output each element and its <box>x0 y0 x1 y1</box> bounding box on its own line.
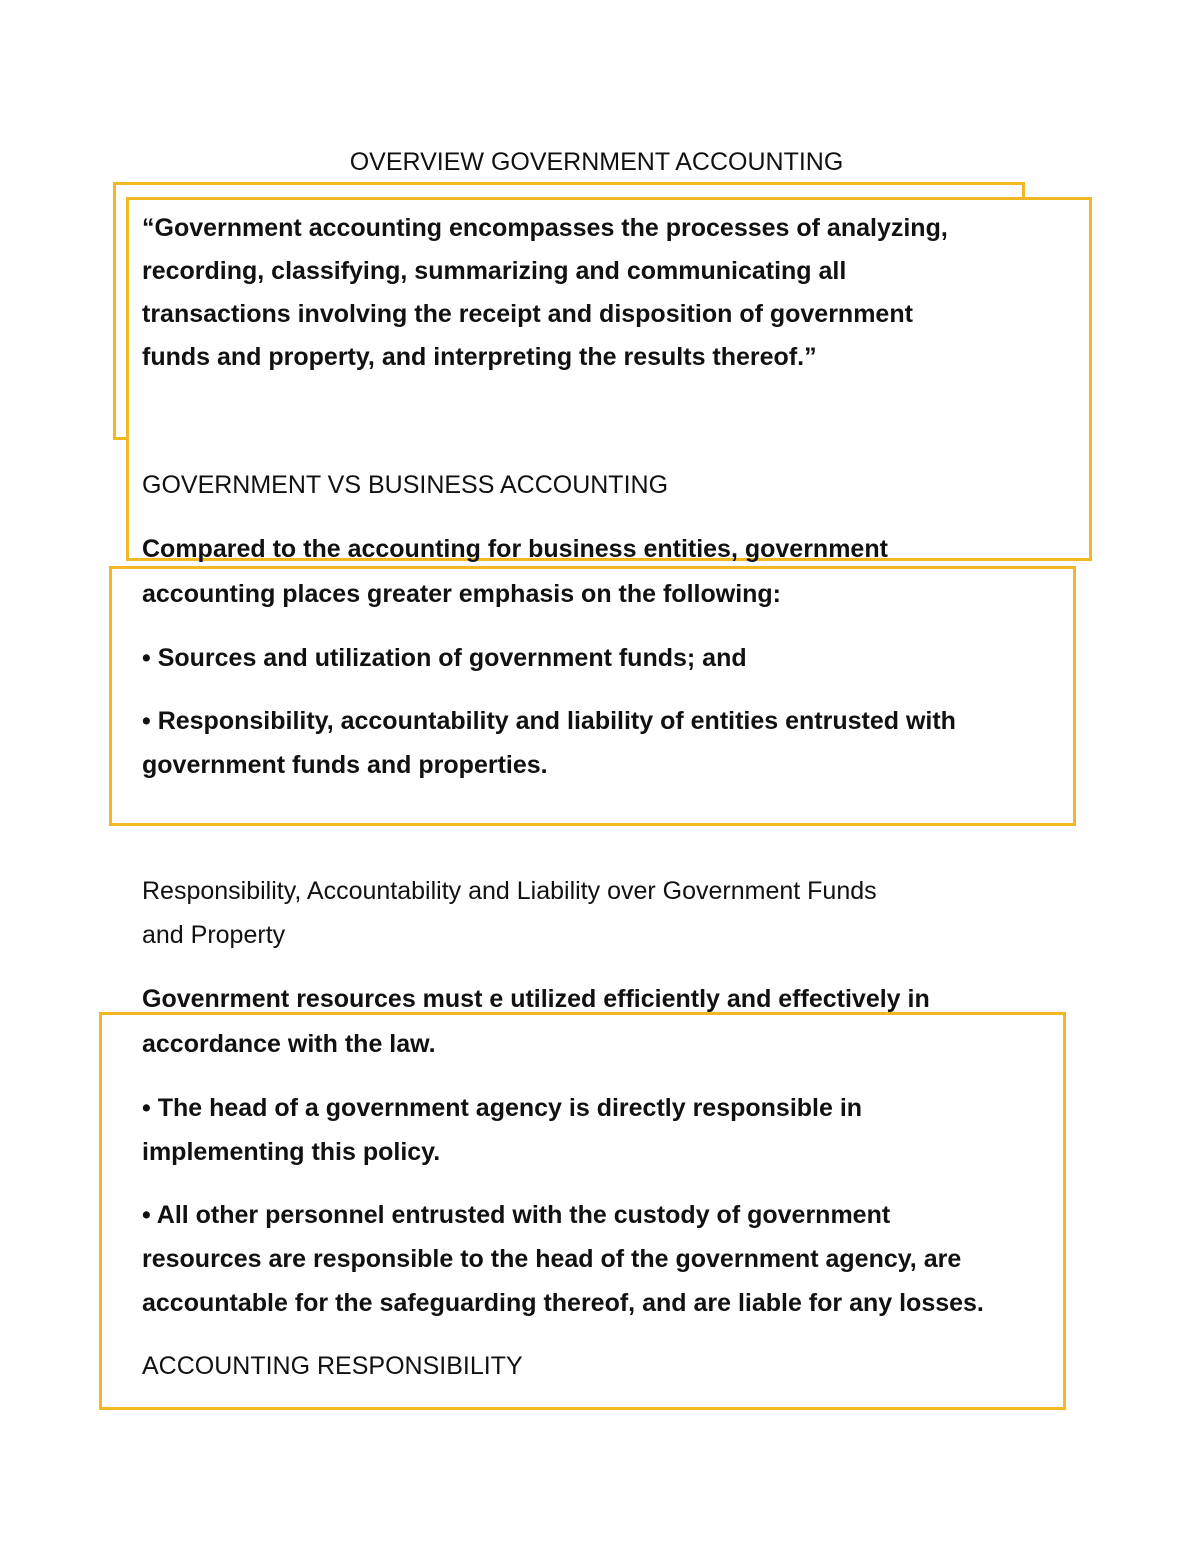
section2-intro-line: accordance with the law. <box>142 1030 436 1058</box>
section1-intro-line: Compared to the accounting for business entities, government <box>142 535 888 563</box>
definition-line: transactions involving the receipt and disposition of government <box>142 300 913 328</box>
bullet-item: • Responsibility, accountability and liability of entities entrusted with <box>142 707 956 735</box>
bullet-item-continuation: implementing this policy. <box>142 1138 441 1166</box>
bullet-item: • Sources and utilization of government funds; and <box>142 644 747 672</box>
bullet-item-continuation: resources are responsible to the head of the government agency, are <box>142 1245 962 1273</box>
section-heading-accounting-responsibility: ACCOUNTING RESPONSIBILITY <box>142 1352 523 1380</box>
section-heading-responsibility-cont: and Property <box>142 921 286 949</box>
section1-intro-line: accounting places greater emphasis on the following: <box>142 580 782 608</box>
bullet-item: • All other personnel entrusted with the custody of government <box>142 1201 891 1229</box>
section2-intro-line: Govenrment resources must e utilized efficiently and effectively in <box>142 985 930 1013</box>
definition-line: “Government accounting encompasses the processes of analyzing, <box>142 214 948 242</box>
section-heading-gov-vs-business: GOVERNMENT VS BUSINESS ACCOUNTING <box>142 471 669 499</box>
bullet-item-continuation: government funds and properties. <box>142 751 548 779</box>
definition-line: funds and property, and interpreting the results thereof.” <box>142 343 817 371</box>
page-title: OVERVIEW GOVERNMENT ACCOUNTING <box>349 148 844 176</box>
bullet-item: • The head of a government agency is directly responsible in <box>142 1094 863 1122</box>
section-heading-responsibility: Responsibility, Accountability and Liability over Government Funds <box>142 877 877 905</box>
bullet-item-continuation: accountable for the safeguarding thereof, and are liable for any losses. <box>142 1289 984 1317</box>
definition-line: recording, classifying, summarizing and communicating all <box>142 257 847 285</box>
